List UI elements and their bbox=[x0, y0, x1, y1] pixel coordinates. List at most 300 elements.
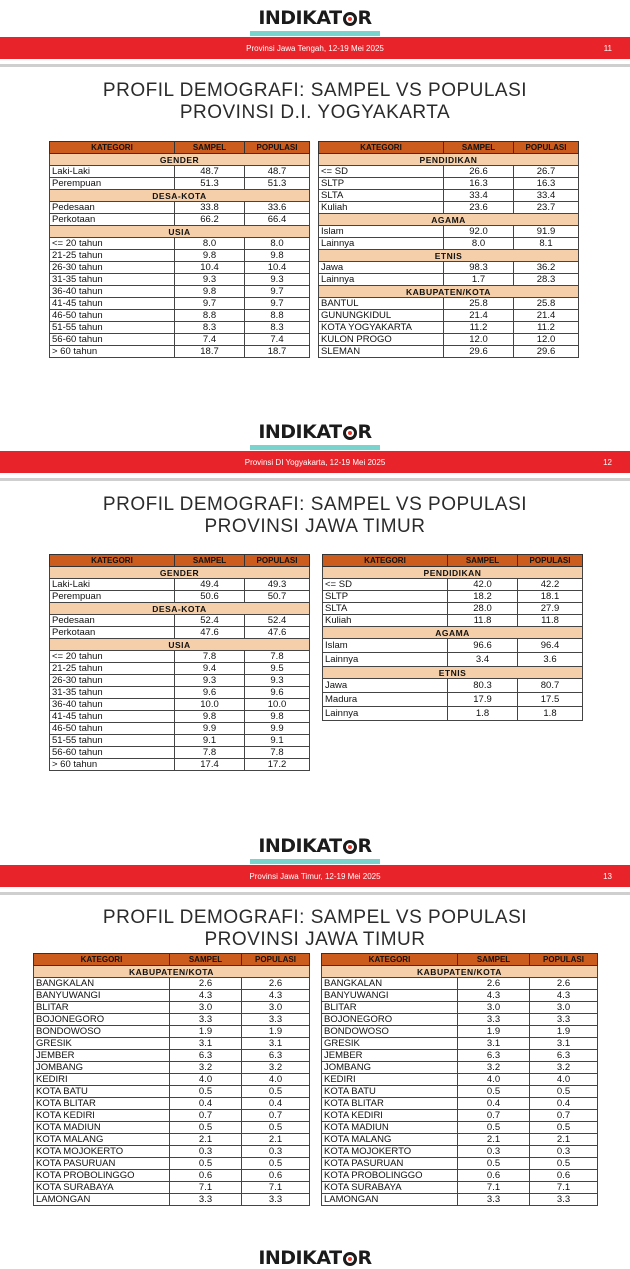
brand-logo: INDIKAT R bbox=[258, 835, 372, 857]
column-header: POPULASI bbox=[245, 555, 310, 567]
populasi-cell: 0.3 bbox=[242, 1146, 310, 1158]
populasi-cell: 33.4 bbox=[514, 190, 579, 202]
populasi-cell: 91.9 bbox=[514, 226, 579, 238]
populasi-cell: 1.9 bbox=[530, 1026, 598, 1038]
table-row bbox=[50, 651, 310, 663]
table-header-row bbox=[323, 555, 583, 567]
table-row bbox=[323, 679, 583, 693]
table-row bbox=[34, 1098, 310, 1110]
table-row bbox=[319, 298, 579, 310]
kabupaten-table-right bbox=[321, 953, 598, 1206]
populasi-cell: 12.0 bbox=[514, 334, 579, 346]
sampel-cell: 7.8 bbox=[175, 747, 245, 759]
populasi-cell: 3.6 bbox=[518, 653, 583, 667]
table-row bbox=[323, 639, 583, 653]
populasi-cell: 0.5 bbox=[530, 1158, 598, 1170]
sampel-cell: 3.4 bbox=[448, 653, 518, 667]
populasi-cell: 4.0 bbox=[242, 1074, 310, 1086]
category-cell: <= 20 tahun bbox=[50, 238, 175, 250]
footer-bar bbox=[0, 451, 630, 473]
populasi-cell: 10.0 bbox=[245, 699, 310, 711]
column-header: KATEGORI bbox=[322, 954, 458, 966]
table-row bbox=[323, 693, 583, 707]
column-header: KATEGORI bbox=[319, 142, 444, 154]
table-row bbox=[322, 1122, 598, 1134]
populasi-cell: 2.1 bbox=[530, 1134, 598, 1146]
populasi-cell: 52.4 bbox=[245, 615, 310, 627]
populasi-cell: 50.7 bbox=[245, 591, 310, 603]
table-row bbox=[50, 711, 310, 723]
category-cell: Perempuan bbox=[50, 591, 175, 603]
category-cell: GUNUNGKIDUL bbox=[319, 310, 444, 322]
sampel-cell: 3.3 bbox=[458, 1014, 530, 1026]
section-row bbox=[50, 639, 310, 651]
category-cell: JOMBANG bbox=[34, 1062, 170, 1074]
sampel-cell: 0.6 bbox=[170, 1170, 242, 1182]
sampel-cell: 3.3 bbox=[170, 1194, 242, 1206]
table-row bbox=[319, 322, 579, 334]
populasi-cell: 0.5 bbox=[242, 1158, 310, 1170]
category-cell: LAMONGAN bbox=[322, 1194, 458, 1206]
table-row bbox=[322, 1050, 598, 1062]
sampel-cell: 2.1 bbox=[170, 1134, 242, 1146]
populasi-cell: 17.5 bbox=[518, 693, 583, 707]
populasi-cell: 6.3 bbox=[242, 1050, 310, 1062]
sampel-cell: 25.8 bbox=[444, 298, 514, 310]
category-cell: 31-35 tahun bbox=[50, 274, 175, 286]
sampel-cell: 49.4 bbox=[175, 579, 245, 591]
populasi-cell: 9.6 bbox=[245, 687, 310, 699]
category-cell: <= 20 tahun bbox=[50, 651, 175, 663]
category-cell: KOTA BLITAR bbox=[34, 1098, 170, 1110]
category-cell: > 60 tahun bbox=[50, 346, 175, 358]
sampel-cell: 42.0 bbox=[448, 579, 518, 591]
populasi-cell: 3.1 bbox=[242, 1038, 310, 1050]
table-row bbox=[50, 627, 310, 639]
sampel-cell: 47.6 bbox=[175, 627, 245, 639]
section-row bbox=[50, 226, 310, 238]
slide-divider bbox=[0, 478, 630, 481]
category-cell: BOJONEGORO bbox=[322, 1014, 458, 1026]
table-row bbox=[50, 178, 310, 190]
table-row bbox=[319, 166, 579, 178]
demografi-table-left bbox=[49, 554, 310, 771]
populasi-cell: 8.3 bbox=[245, 322, 310, 334]
category-cell: Pedesaan bbox=[50, 615, 175, 627]
table-row bbox=[319, 334, 579, 346]
column-header: SAMPEL bbox=[448, 555, 518, 567]
table-row bbox=[34, 1038, 310, 1050]
column-header: SAMPEL bbox=[458, 954, 530, 966]
populasi-cell: 36.2 bbox=[514, 262, 579, 274]
category-cell: 41-45 tahun bbox=[50, 711, 175, 723]
slide-divider bbox=[0, 892, 630, 895]
populasi-cell: 25.8 bbox=[514, 298, 579, 310]
sampel-cell: 8.8 bbox=[175, 310, 245, 322]
logo-mark-icon bbox=[343, 1252, 357, 1266]
sampel-cell: 0.4 bbox=[458, 1098, 530, 1110]
populasi-cell: 11.2 bbox=[514, 322, 579, 334]
page-number: 12 bbox=[603, 458, 612, 467]
category-cell: Jawa bbox=[319, 262, 444, 274]
category-cell: Perkotaan bbox=[50, 214, 175, 226]
sampel-cell: 1.9 bbox=[458, 1026, 530, 1038]
sampel-cell: 3.3 bbox=[170, 1014, 242, 1026]
populasi-cell: 0.7 bbox=[530, 1110, 598, 1122]
table-row bbox=[34, 1086, 310, 1098]
populasi-cell: 8.0 bbox=[245, 238, 310, 250]
populasi-cell: 7.1 bbox=[530, 1182, 598, 1194]
populasi-cell: 96.4 bbox=[518, 639, 583, 653]
populasi-cell: 16.3 bbox=[514, 178, 579, 190]
populasi-cell: 51.3 bbox=[245, 178, 310, 190]
populasi-cell: 7.8 bbox=[245, 651, 310, 663]
section-label: KABUPATEN/KOTA bbox=[319, 286, 579, 298]
title-line-2: PROVINSI JAWA TIMUR bbox=[204, 516, 426, 537]
category-cell: 36-40 tahun bbox=[50, 699, 175, 711]
populasi-cell: 10.4 bbox=[245, 262, 310, 274]
populasi-cell: 0.4 bbox=[530, 1098, 598, 1110]
column-header: KATEGORI bbox=[323, 555, 448, 567]
sampel-cell: 48.7 bbox=[175, 166, 245, 178]
category-cell: Kuliah bbox=[323, 615, 448, 627]
populasi-cell: 42.2 bbox=[518, 579, 583, 591]
category-cell: KOTA MOJOKERTO bbox=[34, 1146, 170, 1158]
table-row bbox=[322, 1194, 598, 1206]
sampel-cell: 0.4 bbox=[170, 1098, 242, 1110]
category-cell: JEMBER bbox=[34, 1050, 170, 1062]
sampel-cell: 2.6 bbox=[458, 978, 530, 990]
populasi-cell: 7.8 bbox=[245, 747, 310, 759]
sampel-cell: 0.5 bbox=[170, 1122, 242, 1134]
category-cell: GRESIK bbox=[34, 1038, 170, 1050]
category-cell: SLTA bbox=[323, 603, 448, 615]
table-header-row bbox=[50, 555, 310, 567]
table-row bbox=[322, 1086, 598, 1098]
table-row bbox=[322, 1002, 598, 1014]
category-cell: Laki-Laki bbox=[50, 579, 175, 591]
populasi-cell: 2.6 bbox=[530, 978, 598, 990]
category-cell: KOTA MOJOKERTO bbox=[322, 1146, 458, 1158]
table-row bbox=[319, 310, 579, 322]
category-cell: <= SD bbox=[319, 166, 444, 178]
sampel-cell: 0.5 bbox=[458, 1158, 530, 1170]
section-label: AGAMA bbox=[319, 214, 579, 226]
table-row bbox=[50, 334, 310, 346]
table-row bbox=[323, 615, 583, 627]
table-row bbox=[50, 579, 310, 591]
sampel-cell: 6.3 bbox=[170, 1050, 242, 1062]
table-row bbox=[322, 1146, 598, 1158]
category-cell: KOTA SURABAYA bbox=[322, 1182, 458, 1194]
table-header-row bbox=[50, 142, 310, 154]
category-cell: KOTA PROBOLINGGO bbox=[34, 1170, 170, 1182]
category-cell: Kuliah bbox=[319, 202, 444, 214]
sampel-cell: 9.7 bbox=[175, 298, 245, 310]
table-row bbox=[34, 1158, 310, 1170]
populasi-cell: 0.6 bbox=[242, 1170, 310, 1182]
table-row bbox=[34, 1074, 310, 1086]
table-row bbox=[50, 310, 310, 322]
category-cell: KOTA MADIUN bbox=[34, 1122, 170, 1134]
category-cell: Islam bbox=[319, 226, 444, 238]
sampel-cell: 9.8 bbox=[175, 711, 245, 723]
populasi-cell: 3.0 bbox=[242, 1002, 310, 1014]
category-cell: 31-35 tahun bbox=[50, 687, 175, 699]
category-cell: Lainnya bbox=[319, 274, 444, 286]
footer-bar bbox=[0, 865, 630, 887]
table-row bbox=[50, 250, 310, 262]
table-row bbox=[50, 322, 310, 334]
populasi-cell: 3.3 bbox=[242, 1014, 310, 1026]
table-row bbox=[322, 978, 598, 990]
category-cell: KOTA YOGYAKARTA bbox=[319, 322, 444, 334]
footer-text: Provinsi Jawa Timur, 12-19 Mei 2025 bbox=[249, 872, 381, 881]
sampel-cell: 9.8 bbox=[175, 286, 245, 298]
footer-text: Provinsi Jawa Tengah, 12-19 Mei 2025 bbox=[246, 44, 384, 53]
sampel-cell: 3.0 bbox=[458, 1002, 530, 1014]
section-row bbox=[322, 966, 598, 978]
table-row bbox=[34, 1194, 310, 1206]
category-cell: KOTA MALANG bbox=[322, 1134, 458, 1146]
brand-logo: INDIKAT R bbox=[258, 421, 372, 443]
section-label: KABUPATEN/KOTA bbox=[322, 966, 598, 978]
sampel-cell: 9.3 bbox=[175, 274, 245, 286]
sampel-cell: 3.3 bbox=[458, 1194, 530, 1206]
populasi-cell: 9.7 bbox=[245, 286, 310, 298]
section-row bbox=[34, 966, 310, 978]
table-row bbox=[322, 1170, 598, 1182]
category-cell: LAMONGAN bbox=[34, 1194, 170, 1206]
category-cell: 51-55 tahun bbox=[50, 322, 175, 334]
table-row bbox=[50, 687, 310, 699]
category-cell: 26-30 tahun bbox=[50, 262, 175, 274]
sampel-cell: 7.8 bbox=[175, 651, 245, 663]
column-header: POPULASI bbox=[245, 142, 310, 154]
category-cell: BANYUWANGI bbox=[34, 990, 170, 1002]
populasi-cell: 9.3 bbox=[245, 675, 310, 687]
table-row bbox=[50, 759, 310, 771]
column-header: SAMPEL bbox=[175, 555, 245, 567]
section-label: DESA-KOTA bbox=[50, 190, 310, 202]
section-row bbox=[50, 567, 310, 579]
table-row bbox=[50, 615, 310, 627]
section-label: ETNIS bbox=[319, 250, 579, 262]
populasi-cell: 6.3 bbox=[530, 1050, 598, 1062]
sampel-cell: 66.2 bbox=[175, 214, 245, 226]
section-row bbox=[50, 154, 310, 166]
sampel-cell: 2.6 bbox=[170, 978, 242, 990]
sampel-cell: 9.4 bbox=[175, 663, 245, 675]
category-cell: KULON PROGO bbox=[319, 334, 444, 346]
populasi-cell: 33.6 bbox=[245, 202, 310, 214]
populasi-cell: 29.6 bbox=[514, 346, 579, 358]
populasi-cell: 0.5 bbox=[530, 1122, 598, 1134]
title-line-1: PROFIL DEMOGRAFI: SAMPEL VS POPULASI bbox=[102, 494, 528, 515]
table-row bbox=[322, 1158, 598, 1170]
section-label: GENDER bbox=[50, 154, 310, 166]
populasi-cell: 0.5 bbox=[242, 1122, 310, 1134]
category-cell: Lainnya bbox=[323, 707, 448, 721]
category-cell: BLITAR bbox=[34, 1002, 170, 1014]
populasi-cell: 0.7 bbox=[242, 1110, 310, 1122]
populasi-cell: 3.2 bbox=[242, 1062, 310, 1074]
logo-mark-icon bbox=[343, 840, 357, 854]
category-cell: 36-40 tahun bbox=[50, 286, 175, 298]
table-row bbox=[322, 1074, 598, 1086]
populasi-cell: 3.3 bbox=[242, 1194, 310, 1206]
sampel-cell: 10.4 bbox=[175, 262, 245, 274]
table-row bbox=[34, 1050, 310, 1062]
table-row bbox=[319, 226, 579, 238]
section-row bbox=[50, 190, 310, 202]
sampel-cell: 8.0 bbox=[444, 238, 514, 250]
section-row bbox=[323, 567, 583, 579]
table-row bbox=[319, 262, 579, 274]
table-row bbox=[319, 238, 579, 250]
populasi-cell: 18.1 bbox=[518, 591, 583, 603]
populasi-cell: 9.5 bbox=[245, 663, 310, 675]
category-cell: KOTA MADIUN bbox=[322, 1122, 458, 1134]
category-cell: Perkotaan bbox=[50, 627, 175, 639]
populasi-cell: 9.8 bbox=[245, 250, 310, 262]
populasi-cell: 17.2 bbox=[245, 759, 310, 771]
table-row bbox=[34, 978, 310, 990]
section-row bbox=[50, 603, 310, 615]
table-row bbox=[322, 990, 598, 1002]
sampel-cell: 29.6 bbox=[444, 346, 514, 358]
populasi-cell: 2.1 bbox=[242, 1134, 310, 1146]
table-row bbox=[322, 1098, 598, 1110]
section-row bbox=[323, 627, 583, 639]
section-label: USIA bbox=[50, 639, 310, 651]
table-header-row bbox=[319, 142, 579, 154]
demografi-table-left bbox=[49, 141, 310, 358]
table-row bbox=[34, 1182, 310, 1194]
category-cell: 51-55 tahun bbox=[50, 735, 175, 747]
table-row bbox=[322, 1014, 598, 1026]
populasi-cell: 8.1 bbox=[514, 238, 579, 250]
sampel-cell: 17.4 bbox=[175, 759, 245, 771]
brand-logo: INDIKAT R bbox=[258, 7, 372, 29]
populasi-cell: 0.5 bbox=[530, 1086, 598, 1098]
populasi-cell: 4.3 bbox=[530, 990, 598, 1002]
table-row bbox=[50, 747, 310, 759]
column-header: SAMPEL bbox=[444, 142, 514, 154]
sampel-cell: 7.4 bbox=[175, 334, 245, 346]
logo-mark-icon bbox=[343, 12, 357, 26]
category-cell: Laki-Laki bbox=[50, 166, 175, 178]
column-header: KATEGORI bbox=[34, 954, 170, 966]
logo-mark-icon bbox=[343, 426, 357, 440]
populasi-cell: 4.0 bbox=[530, 1074, 598, 1086]
category-cell: KEDIRI bbox=[322, 1074, 458, 1086]
category-cell: BLITAR bbox=[322, 1002, 458, 1014]
table-row bbox=[34, 1062, 310, 1074]
section-label: ETNIS bbox=[323, 667, 583, 679]
category-cell: BONDOWOSO bbox=[34, 1026, 170, 1038]
table-row bbox=[323, 579, 583, 591]
populasi-cell: 3.2 bbox=[530, 1062, 598, 1074]
section-label: USIA bbox=[50, 226, 310, 238]
category-cell: BONDOWOSO bbox=[322, 1026, 458, 1038]
populasi-cell: 3.1 bbox=[530, 1038, 598, 1050]
category-cell: SLTP bbox=[319, 178, 444, 190]
category-cell: KOTA BATU bbox=[322, 1086, 458, 1098]
category-cell: Islam bbox=[323, 639, 448, 653]
sampel-cell: 6.3 bbox=[458, 1050, 530, 1062]
sampel-cell: 98.3 bbox=[444, 262, 514, 274]
table-row bbox=[319, 202, 579, 214]
table-row bbox=[50, 202, 310, 214]
sampel-cell: 3.2 bbox=[170, 1062, 242, 1074]
sampel-cell: 92.0 bbox=[444, 226, 514, 238]
category-cell: KOTA BATU bbox=[34, 1086, 170, 1098]
category-cell: 26-30 tahun bbox=[50, 675, 175, 687]
category-cell: SLTP bbox=[323, 591, 448, 603]
column-header: POPULASI bbox=[518, 555, 583, 567]
category-cell: > 60 tahun bbox=[50, 759, 175, 771]
sampel-cell: 3.0 bbox=[170, 1002, 242, 1014]
category-cell: Jawa bbox=[323, 679, 448, 693]
sampel-cell: 50.6 bbox=[175, 591, 245, 603]
sampel-cell: 9.8 bbox=[175, 250, 245, 262]
column-header: SAMPEL bbox=[175, 142, 245, 154]
populasi-cell: 3.3 bbox=[530, 1014, 598, 1026]
demografi-table-right bbox=[322, 554, 583, 721]
sampel-cell: 7.1 bbox=[458, 1182, 530, 1194]
sampel-cell: 9.1 bbox=[175, 735, 245, 747]
sampel-cell: 2.1 bbox=[458, 1134, 530, 1146]
category-cell: <= SD bbox=[323, 579, 448, 591]
populasi-cell: 48.7 bbox=[245, 166, 310, 178]
populasi-cell: 9.8 bbox=[245, 711, 310, 723]
sampel-cell: 11.2 bbox=[444, 322, 514, 334]
page-number: 13 bbox=[603, 872, 612, 881]
table-row bbox=[50, 238, 310, 250]
category-cell: Lainnya bbox=[323, 653, 448, 667]
category-cell: BANGKALAN bbox=[322, 978, 458, 990]
title-line-1: PROFIL DEMOGRAFI: SAMPEL VS POPULASI bbox=[102, 80, 528, 101]
slide-title bbox=[0, 494, 630, 538]
populasi-cell: 49.3 bbox=[245, 579, 310, 591]
populasi-cell: 1.9 bbox=[242, 1026, 310, 1038]
populasi-cell: 1.8 bbox=[518, 707, 583, 721]
section-label: PENDIDIKAN bbox=[319, 154, 579, 166]
table-row bbox=[50, 723, 310, 735]
section-label: GENDER bbox=[50, 567, 310, 579]
footer-bar bbox=[0, 37, 630, 59]
category-cell: KOTA MALANG bbox=[34, 1134, 170, 1146]
populasi-cell: 21.4 bbox=[514, 310, 579, 322]
populasi-cell: 7.1 bbox=[242, 1182, 310, 1194]
category-cell: GRESIK bbox=[322, 1038, 458, 1050]
populasi-cell: 23.7 bbox=[514, 202, 579, 214]
sampel-cell: 0.5 bbox=[170, 1158, 242, 1170]
sampel-cell: 1.8 bbox=[448, 707, 518, 721]
table-row bbox=[34, 1146, 310, 1158]
populasi-cell: 9.3 bbox=[245, 274, 310, 286]
section-row bbox=[319, 250, 579, 262]
table-row bbox=[50, 166, 310, 178]
teal-stripe bbox=[250, 859, 380, 864]
table-row bbox=[319, 274, 579, 286]
sampel-cell: 16.3 bbox=[444, 178, 514, 190]
slide-title bbox=[0, 80, 630, 124]
table-row bbox=[322, 1134, 598, 1146]
title-line-2: PROVINSI JAWA TIMUR bbox=[204, 929, 426, 950]
sampel-cell: 9.9 bbox=[175, 723, 245, 735]
